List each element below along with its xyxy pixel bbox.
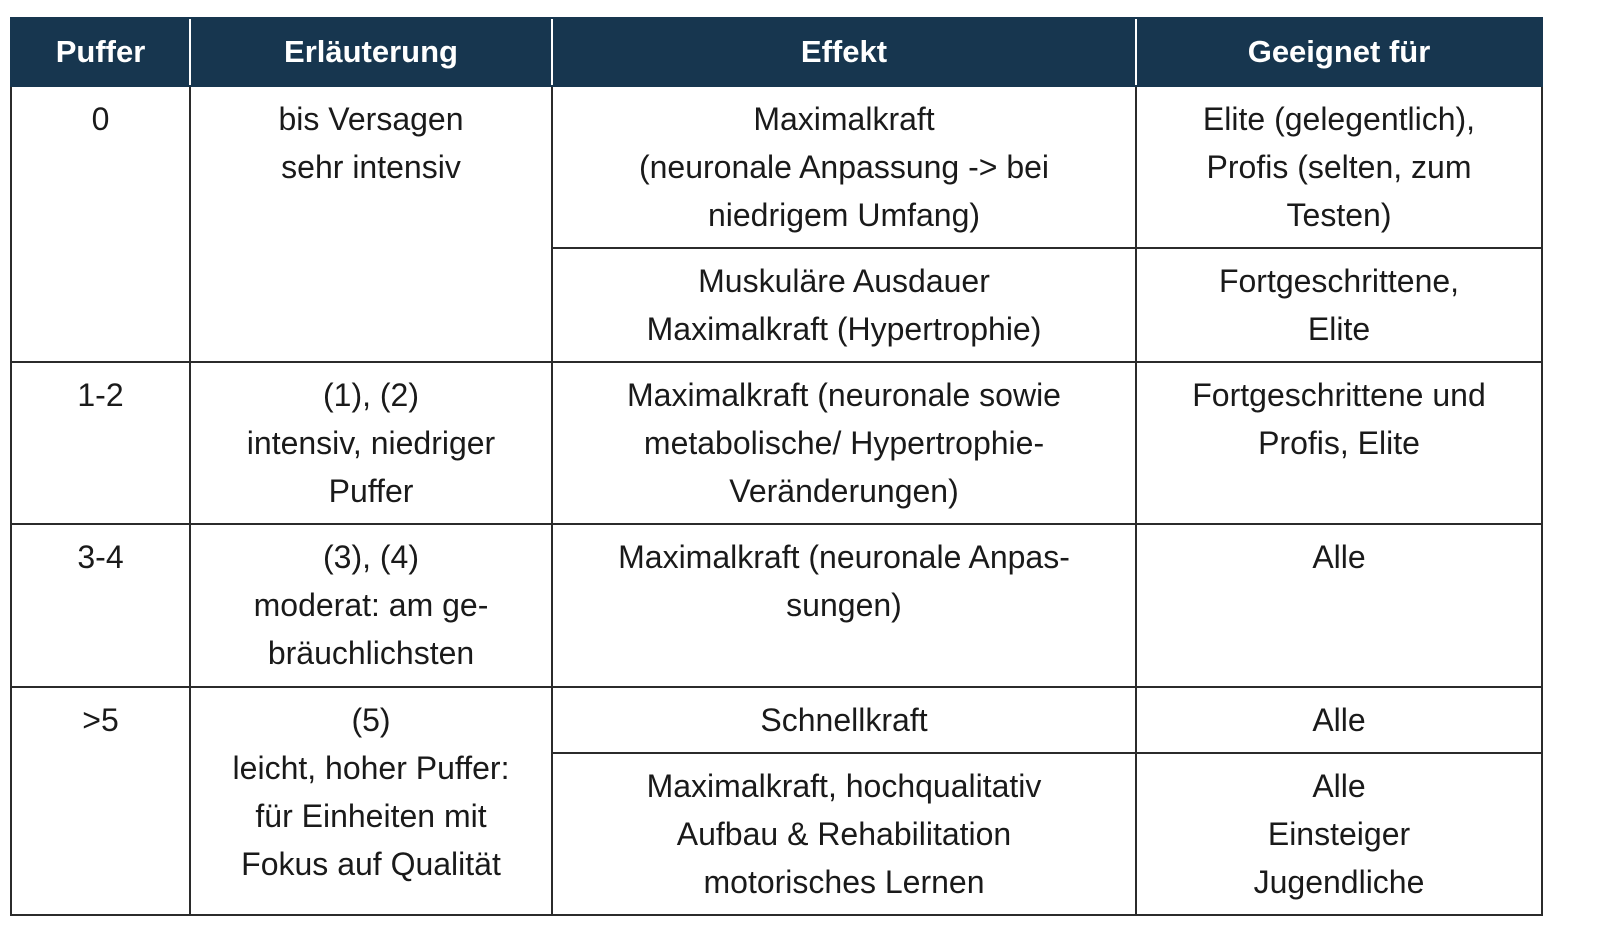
header-geeignet-fuer: Geeignet für xyxy=(1136,18,1542,86)
cell-effekt: Muskuläre Ausdauer Maximalkraft (Hypertrophie) xyxy=(552,248,1136,362)
cell-effekt: Maximalkraft (neuronale Anpassung -> bei niedrigem Umfang) xyxy=(552,86,1136,248)
cell-geeignet: Fortgeschrittene und Profis, Elite xyxy=(1136,362,1542,524)
cell-erlaeuterung: (5) leicht, hoher Puffer: für Einheiten mit Fokus auf Qualität xyxy=(190,687,552,915)
cell-geeignet: Alle xyxy=(1136,524,1542,687)
cell-effekt: Schnellkraft xyxy=(552,687,1136,753)
header-erlaeuterung: Erläuterung xyxy=(190,18,552,86)
cell-puffer: 0 xyxy=(11,86,190,362)
table-row xyxy=(11,86,1542,248)
cell-effekt: Maximalkraft, hochqualitativ Aufbau & Rehabilitation motorisches Lernen xyxy=(552,753,1136,915)
cell-erlaeuterung: (1), (2) intensiv, niedriger Puffer xyxy=(190,362,552,524)
table-header-row xyxy=(11,18,1542,86)
cell-geeignet: Elite (gelegentlich), Profis (selten, zum Testen) xyxy=(1136,86,1542,248)
cell-geeignet: Alle xyxy=(1136,687,1542,753)
header-effekt: Effekt xyxy=(552,18,1136,86)
cell-geeignet: Alle Einsteiger Jugendliche xyxy=(1136,753,1542,915)
cell-geeignet: Fortgeschrittene, Elite xyxy=(1136,248,1542,362)
table-row xyxy=(11,687,1542,753)
cell-puffer: 1-2 xyxy=(11,362,190,524)
puffer-table-container xyxy=(10,17,1541,916)
puffer-table xyxy=(10,17,1543,916)
cell-effekt: Maximalkraft (neuronale Anpas- sungen) xyxy=(552,524,1136,687)
table-row xyxy=(11,524,1542,687)
cell-puffer: >5 xyxy=(11,687,190,915)
table-row xyxy=(11,362,1542,524)
header-puffer: Puffer xyxy=(11,18,190,86)
cell-puffer: 3-4 xyxy=(11,524,190,687)
cell-effekt: Maximalkraft (neuronale sowie metabolische/ Hypertrophie- Veränderungen) xyxy=(552,362,1136,524)
cell-erlaeuterung: (3), (4) moderat: am ge- bräuchlichsten xyxy=(190,524,552,687)
cell-erlaeuterung: bis Versagen sehr intensiv xyxy=(190,86,552,362)
